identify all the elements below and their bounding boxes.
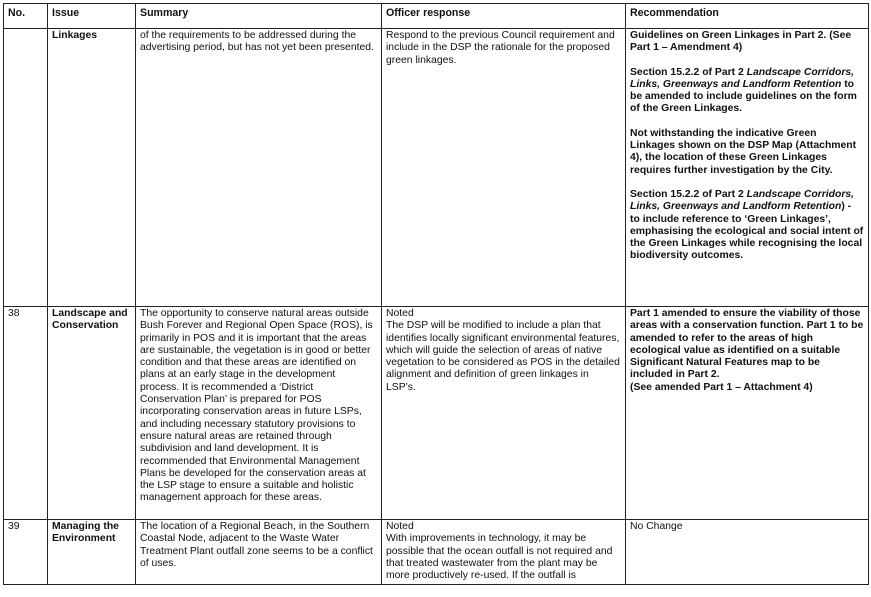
row-number [4,29,48,307]
header-no: No. [4,4,48,29]
officer-response-text: With improvements in technology, it may be possible that the ocean outfall is not required and that treated wastewater from the plant may be more productively re-used. If the outfall is [386,533,613,582]
row-summary: The opportunity to conserve natural areas outside Bush Forever and Regional Open Space (ROS), is primarily in POS and it is important that the areas are sustainable, the vegetation is in good or better condition and that these areas are identified on plans at an early stage in the development process. It is recommended a ‘District Conservation Plan’ is prepared for POS incorporating conservation areas in future LSPs, and including necessary statutory provisions to ensure natural areas are retained through subdivision and land development. It is recommended that Environmental Management Plans be developed for the conservation areas at the LSP stage to ensure a suitable and holistic management approach for these areas. [136,307,382,520]
row-number: 39 [4,520,48,585]
header-recommendation: Recommendation [626,4,869,29]
row-issue: Linkages [48,29,136,307]
table-row [4,29,869,307]
recommendation-paragraph: Guidelines on Green Linkages in Part 2. (See Part 1 – Amendment 4) [630,30,852,54]
row-recommendation: No Change [626,520,869,585]
officer-noted: Noted [386,308,414,319]
row-recommendation [626,29,869,307]
officer-response-text: The DSP will be modified to include a plan that identifies locally significant environmental features, which will guide the selection of areas of native vegetation to be considered as POS in the detailed alignment and definition of green linkages in LSP’s. [386,320,620,393]
row-officer-response [382,307,626,520]
row-officer-response [382,520,626,585]
recommendation-paragraph: Section 15.2.2 of Part 2 Landscape Corridors, Links, Greenways and Landform Retention to be amended to include guidelines on the form of the Green Linkages. [630,66,857,115]
recommendation-paragraph: Section 15.2.2 of Part 2 Landscape Corridors, Links, Greenways and Landform Retention) - to include reference to ‘Green Linkages’, emphasising the ecological and social intent of the Green Linkages while recognising the local biodiversity outcomes. [630,188,864,262]
header-issue: Issue [48,4,136,29]
row-summary: of the requirements to be addressed during the advertising period, but has not yet been presented. [136,29,382,307]
header-officer-response: Officer response [382,4,626,29]
recommendation-paragraph: Not withstanding the indicative Green Linkages shown on the DSP Map (Attachment 4), the location of these Green Linkages requires further investigation by the City. [630,127,857,176]
table-row [4,520,869,585]
table-row [4,307,869,520]
recommendation-paragraph: Part 1 amended to ensure the viability of those areas with a conservation function. Part 1 to be amended to refer to the areas of high ecological value as identified on a suitable Significant Natural Features map to be included in Part 2. (See amended Part 1 – Attachment 4) [630,308,864,393]
row-number: 38 [4,307,48,520]
row-summary: The location of a Regional Beach, in the Southern Coastal Node, adjacent to the Waste Water Treatment Plant outfall zone seems to be a conflict of uses. [136,520,382,585]
recommendations-table [3,3,869,585]
officer-noted: Noted [386,521,414,532]
row-issue: Landscape and Conservation [48,307,136,520]
table-header-row [4,4,869,29]
row-officer-response: Respond to the previous Council requirement and include in the DSP the rationale for the proposed green linkages. [382,29,626,307]
row-recommendation [626,307,869,520]
header-summary: Summary [136,4,382,29]
row-issue: Managing the Environment [48,520,136,585]
